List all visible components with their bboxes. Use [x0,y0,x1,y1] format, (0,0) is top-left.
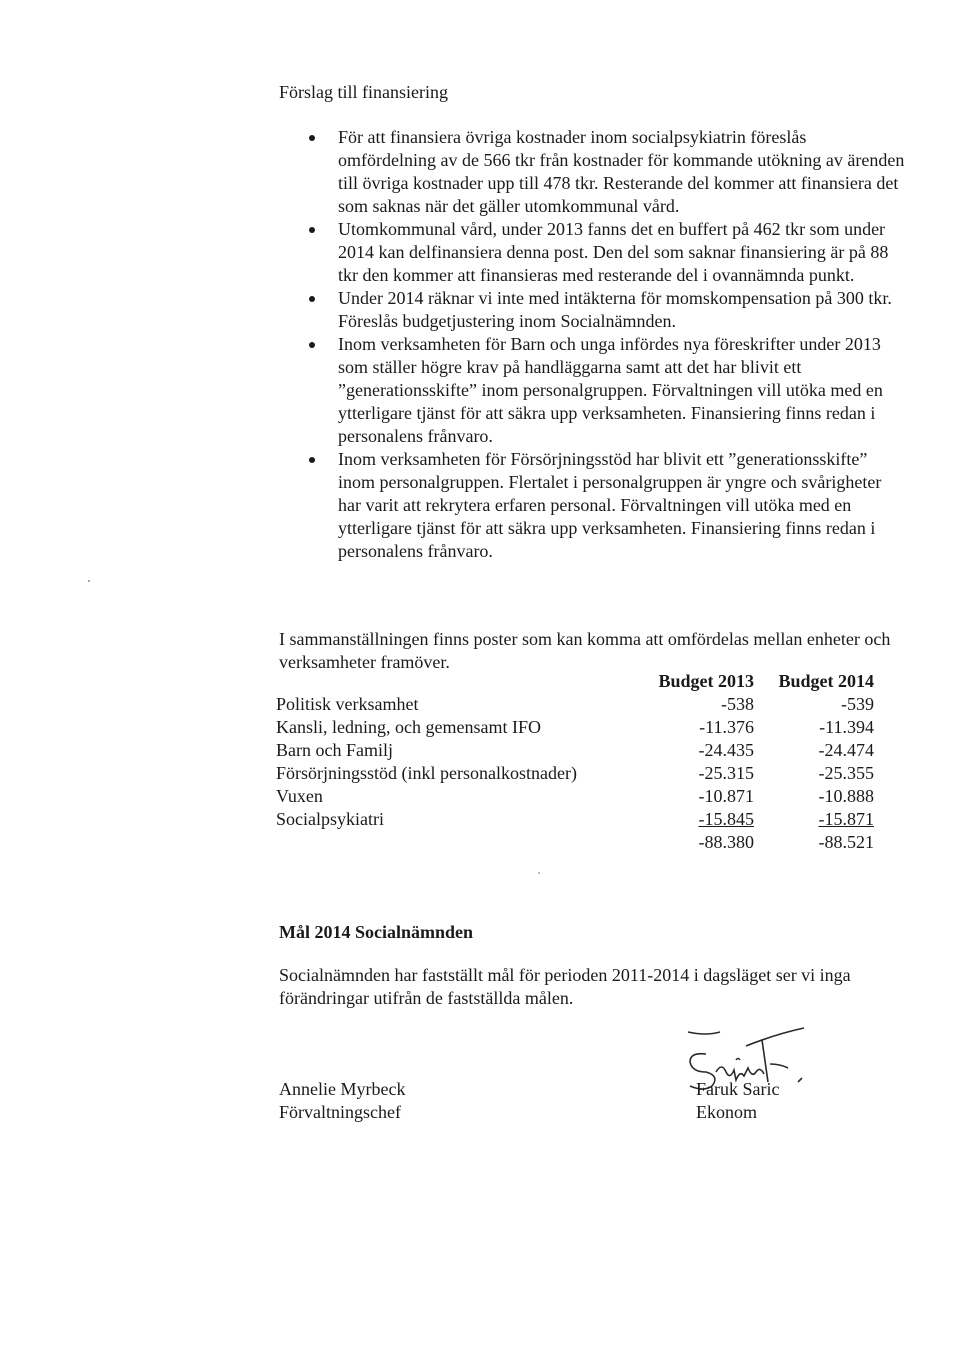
table-row [276,785,874,808]
bullet-item [338,448,908,563]
bullet-text: För att finansiera övriga kostnader inom socialpsykiatrin föreslås omfördelning av de 566 tkr från kostnader för kommande utökning av ärenden till övriga kostnader upp till 478 tkr. Resterande del kommer att finansiera det som saknas när det gäller utomkommunal vård. [338,127,905,216]
goal-section-title: Mål 2014 Socialnämnden [279,922,474,942]
financing-bullet-list [338,126,908,563]
row-budget-2014: -25.355 [818,763,874,783]
signer-title: Ekonom [696,1102,757,1122]
row-budget-2013: -11.376 [699,717,754,737]
row-label: Kansli, ledning, och gemensamt IFO [276,717,541,737]
bullet-text: Utomkommunal vård, under 2013 fanns det en buffert på 462 tkr som under 2014 kan delfinansiera denna post. Den del som saknar finansiering är på 88 tkr den kommer att finansieras med resterande del i ovannämnda punkt. [338,219,889,285]
row-budget-2013: -24.435 [698,740,754,760]
budget-table-header-row [276,670,874,693]
bullet-text: Inom verksamheten för Barn och unga infördes nya föreskrifter under 2013 som ställer högre krav på handläggarna samt att det har blivit ett ”generationsskifte” inom personalgruppen. Förvaltningen vill utöka med en ytterligare tjänst för att säkra upp verksamheten. Finansiering finns redan i personalens frånvaro. [338,334,883,446]
row-label: Barn och Familj [276,740,393,760]
section-heading-financing: Förslag till finansiering [279,82,448,102]
bullet-icon [309,227,315,233]
row-budget-2013: -538 [721,694,754,714]
goal-section-text: Socialnämnden har fastställt mål för perioden 2011-2014 i dagsläget ser vi inga förändringar utifrån de fastställda målen. [279,965,851,1008]
row-budget-2013-value: -15.845 [698,809,754,829]
bullet-icon [309,342,315,348]
bullet-icon [309,135,315,141]
row-budget-2014: -11.394 [819,717,874,737]
budget-table [276,670,874,854]
row-label: Socialpsykiatri [276,809,384,829]
budget-2013-header: Budget 2013 [658,671,754,691]
row-budget-2013 [636,808,754,831]
row-budget-2014: -24.474 [818,740,874,760]
row-budget-2014: -10.888 [818,786,874,806]
total-label-empty [276,831,636,854]
bullet-item [338,218,908,287]
bullet-item [338,126,908,218]
signer-title: Förvaltningschef [279,1102,401,1122]
signature-block-left [279,1078,405,1124]
scan-speck [88,580,90,582]
bullet-item [338,333,908,448]
row-budget-2013: -25.315 [698,763,754,783]
table-row [276,808,874,831]
summary-intro-text: I sammanställningen finns poster som kan komma att omfördelas mellan enheter och verksamheter framöver. [279,629,891,672]
row-budget-2014-value: -15.871 [818,809,874,829]
bullet-text: Inom verksamheten för Försörjningsstöd har blivit ett ”generationsskifte” inom personalgruppen. Flertalet i personalgruppen är yngre och svårigheter har varit att rekrytera erfaren personal. Förvaltningen vill utöka med en ytterligare tjänst för att säkra upp verksamheten. Finansiering finns redan i personalens frånvaro. [338,449,882,561]
row-budget-2014 [754,808,874,831]
budget-table-header-empty [276,670,636,693]
scan-speck [538,872,540,874]
signer-name: Faruk Saric [696,1079,780,1099]
bullet-icon [309,457,315,463]
table-row [276,716,874,739]
row-budget-2013: -10.871 [698,786,754,806]
table-row [276,739,874,762]
signature-block-right [696,1078,779,1124]
bullet-icon [309,296,315,302]
table-row [276,762,874,785]
total-budget-2014: -88.521 [818,832,874,852]
table-total-row [276,831,874,854]
bullet-item [338,287,908,333]
bullet-text: Under 2014 räknar vi inte med intäkterna för momskompensation på 300 tkr. Föreslås budgetjustering inom Socialnämnden. [338,288,892,331]
row-label: Vuxen [276,786,323,806]
signer-name: Annelie Myrbeck [279,1079,406,1099]
row-label: Politisk verksamhet [276,694,419,714]
table-row [276,693,874,716]
row-label: Försörjningsstöd (inkl personalkostnader) [276,763,577,783]
total-budget-2013: -88.380 [698,832,754,852]
row-budget-2014: -539 [841,694,874,714]
budget-2014-header: Budget 2014 [778,671,874,691]
